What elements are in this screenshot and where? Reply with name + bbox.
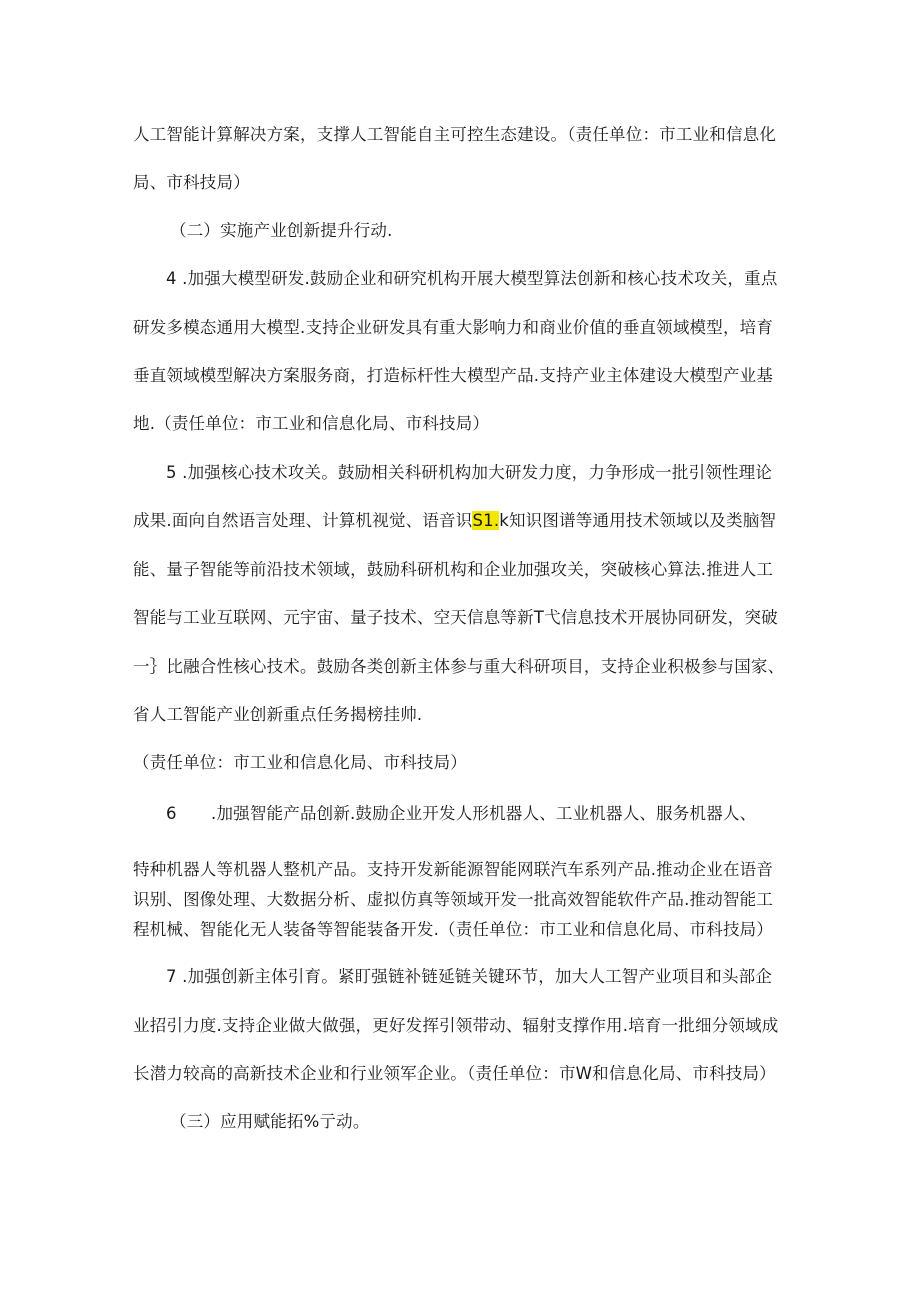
section-heading: （三）应用赋能拓%亍动。 (170, 1112, 370, 1131)
paragraph-line: 人工智能计算解决方案，支撑人工智能自主可控生态建设。（责任单位：市工业和信息化 (133, 125, 777, 144)
paragraph-line: 研发多模态通用大模型.支持企业研发具有重大影响力和商业价值的垂直领域模型，培育 (133, 318, 774, 337)
paragraph-line: 局、市科技局） (133, 173, 250, 192)
paragraph-line: 一｝比融合性核心技术。鼓励各类创新主体参与重大科研项目，支持企业积极参与国家、 (133, 657, 785, 676)
paragraph-line: （责任单位：市工业和信息化局、市科技局） (133, 753, 467, 772)
paragraph-line: 程机械、智能化无人装备等智能装备开发.（责任单位：市工业和信息化局、市科技局） (133, 920, 774, 939)
paragraph-line: 特种机器人等机器人整机产品。支持开发新能源智能网联汽车系列产品.推动企业在语音 (133, 860, 774, 879)
paragraph-line: 识别、图像处理、大数据分析、虚拟仿真等领域开发一批高效智能软件产品.推动智能工 (133, 890, 774, 909)
paragraph-line (133, 509, 776, 533)
line-text-after: k知识图谱等通用技术领域以及类脑智 (499, 511, 777, 530)
paragraph-line: 长潜力较高的高新技术企业和行业领军企业。（责任单位：市W和信息化局、市科技局） (133, 1064, 776, 1083)
item-number: 6 (166, 804, 177, 823)
paragraph-line: 省人工智能产业创新重点任务揭榜挂帅. (133, 705, 423, 724)
paragraph-line: 4 .加强大模型研发.鼓励企业和研究机构开展大模型算法创新和核心技术攻关，重点 (166, 269, 778, 288)
paragraph-line: 地.（责任单位：市工业和信息化局、市科技局） (133, 414, 490, 433)
paragraph-line: 7 .加强创新主体引育。紧盯强链补链延链关键环节，加大人工智产业项目和头部企 (166, 967, 773, 986)
section-heading: （二）实施产业创新提升行动. (170, 221, 393, 240)
line-text-before: 成果.面向自然语言处理、计算机视觉、语音识 (133, 511, 473, 530)
paragraph-line: .加强智能产品创新.鼓励企业开发人形机器人、工业机器人、服务机器人、 (211, 804, 757, 823)
paragraph-line: 智能与工业互联网、元宇宙、量子技术、空天信息等新T弋信息技术开展协同研发，突破 (133, 608, 778, 627)
highlighted-text: S1. (472, 511, 500, 530)
paragraph-line: 能、量子智能等前沿技术领域，鼓励科研机构和企业加强攻关，突破核心算法.推进人工 (133, 560, 774, 579)
paragraph-line: 业招引力度.支持企业做大做强，更好发挥引领带动、辐射支撑作用.培育一批细分领域成 (133, 1016, 779, 1035)
paragraph-line: 垂直领域模型解决方案服务商，打造标杆性大模型产品.支持产业主体建设大模型产业基 (133, 366, 774, 385)
paragraph-line: 5 .加强核心技术攻关。鼓励相关科研机构加大研发力度，力争形成一批引领性理论 (166, 463, 773, 482)
